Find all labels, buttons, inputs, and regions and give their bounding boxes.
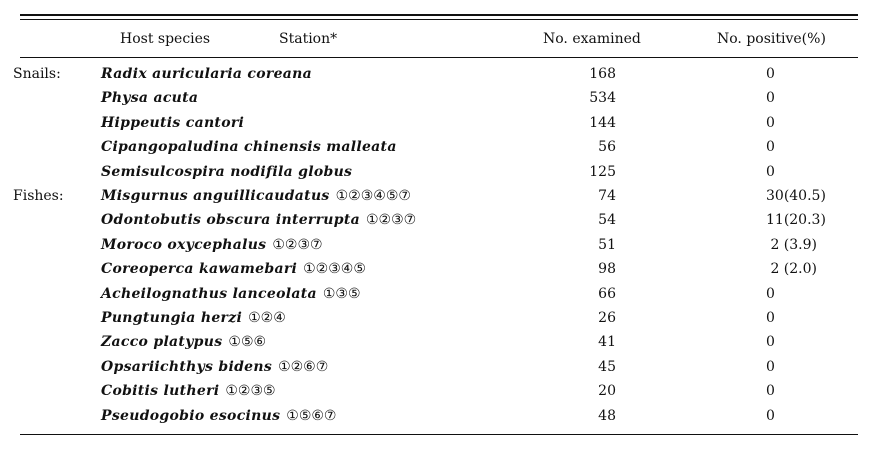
station-codes: ①②③⑦ — [365, 212, 417, 229]
species-name: Semisulcospira nodifila globus — [101, 163, 353, 180]
species-cell — [101, 383, 276, 399]
table-row — [0, 162, 876, 186]
table-row — [0, 259, 876, 283]
positive-count: 30(40.5) — [766, 188, 826, 204]
examined-count: 26 — [598, 310, 616, 326]
station-codes: ①②③④⑤⑦ — [335, 188, 411, 204]
header-no-positive: No. positive(%) — [717, 31, 826, 47]
species-name: Pungtungia herzi — [101, 310, 243, 326]
examined-count: 41 — [598, 334, 616, 351]
table-top-rule-thin — [20, 19, 858, 20]
station-codes: ①②③④⑤ — [303, 261, 366, 278]
species-cell — [101, 139, 403, 155]
examined-count: 54 — [598, 212, 616, 229]
header-no-examined: No. examined — [543, 31, 641, 47]
species-name: Hippeutis cantori — [101, 114, 245, 131]
species-name: Cipangopaludina chinensis malleata — [101, 139, 397, 156]
table-row — [0, 137, 876, 161]
positive-count: 0 — [766, 334, 775, 351]
table-row — [0, 210, 876, 234]
species-cell — [101, 115, 250, 131]
species-name: Physa acuta — [101, 90, 199, 107]
table-row — [0, 284, 876, 308]
positive-count: 0 — [766, 285, 775, 302]
species-name: Moroco oxycephalus — [101, 236, 267, 253]
species-name: Misgurnus anguillicaudatus — [101, 188, 330, 204]
table-row — [0, 381, 876, 405]
station-codes: ①③⑤ — [322, 285, 361, 302]
examined-count: 144 — [589, 114, 616, 131]
positive-count: 0 — [766, 407, 775, 424]
species-cell — [101, 90, 204, 106]
station-codes: ①②③⑦ — [272, 236, 323, 253]
species-name: Radix auricularia coreana — [101, 66, 312, 82]
examined-count: 74 — [598, 188, 616, 204]
station-codes: ①②⑥⑦ — [278, 358, 329, 375]
positive-count: 0 — [766, 139, 775, 156]
species-cell — [101, 164, 358, 180]
species-name: Opsariichthys bidens — [101, 358, 273, 375]
species-cell — [101, 66, 318, 82]
positive-count: 0 — [766, 358, 775, 375]
table-row — [0, 308, 876, 332]
table-row — [0, 332, 876, 356]
table-row — [0, 357, 876, 381]
examined-count: 168 — [589, 66, 616, 82]
positive-count: 0 — [766, 90, 775, 107]
examined-count: 534 — [589, 90, 616, 107]
table-row — [0, 235, 876, 259]
station-codes: ①⑤⑥⑦ — [286, 407, 337, 424]
header-host-species: Host species — [120, 31, 211, 47]
species-cell — [101, 237, 323, 253]
species-cell — [101, 212, 416, 228]
positive-count: 2 (2.0) — [766, 261, 817, 278]
species-cell — [101, 408, 336, 424]
positive-count: 0 — [766, 114, 775, 131]
species-cell — [101, 334, 266, 350]
positive-count: 0 — [766, 310, 775, 326]
examined-count: 20 — [598, 383, 616, 400]
positive-count: 2 (3.9) — [766, 236, 817, 253]
species-cell — [101, 310, 286, 326]
table-bottom-rule — [20, 434, 858, 435]
examined-count: 125 — [589, 163, 616, 180]
table-row — [0, 186, 876, 210]
species-cell — [101, 261, 366, 277]
positive-count: 11(20.3) — [766, 212, 826, 229]
examined-count: 98 — [598, 261, 616, 278]
table-row — [0, 88, 876, 112]
group-label: Snails: — [13, 66, 61, 82]
positive-count: 0 — [766, 66, 775, 82]
species-name: Acheilognathus lanceolata — [101, 285, 317, 302]
examined-count: 51 — [598, 236, 616, 253]
positive-count: 0 — [766, 383, 775, 400]
examined-count: 66 — [598, 285, 616, 302]
species-name: Cobitis lutheri — [101, 383, 220, 400]
species-cell — [101, 286, 361, 302]
group-label: Fishes: — [13, 188, 64, 204]
table-row — [0, 64, 876, 88]
species-name: Pseudogobio esocinus — [101, 407, 281, 424]
species-name: Zacco platypus — [101, 334, 223, 351]
table-header-rule — [20, 57, 858, 58]
positive-count: 0 — [766, 163, 775, 180]
species-name: Odontobutis obscura interrupta — [101, 212, 360, 229]
header-station: Station* — [279, 31, 338, 47]
examined-count: 48 — [598, 407, 616, 424]
station-codes: ①②③⑤ — [225, 383, 276, 400]
table-row — [0, 113, 876, 137]
examined-count: 56 — [598, 139, 616, 156]
table-row — [0, 406, 876, 430]
station-codes: ①⑤⑥ — [228, 334, 267, 351]
species-cell — [101, 359, 328, 375]
station-codes: ①②④ — [248, 310, 286, 326]
examined-count: 45 — [598, 358, 616, 375]
table-top-rule — [20, 14, 858, 16]
species-cell — [101, 188, 411, 204]
species-name: Coreoperca kawamebari — [101, 261, 298, 278]
